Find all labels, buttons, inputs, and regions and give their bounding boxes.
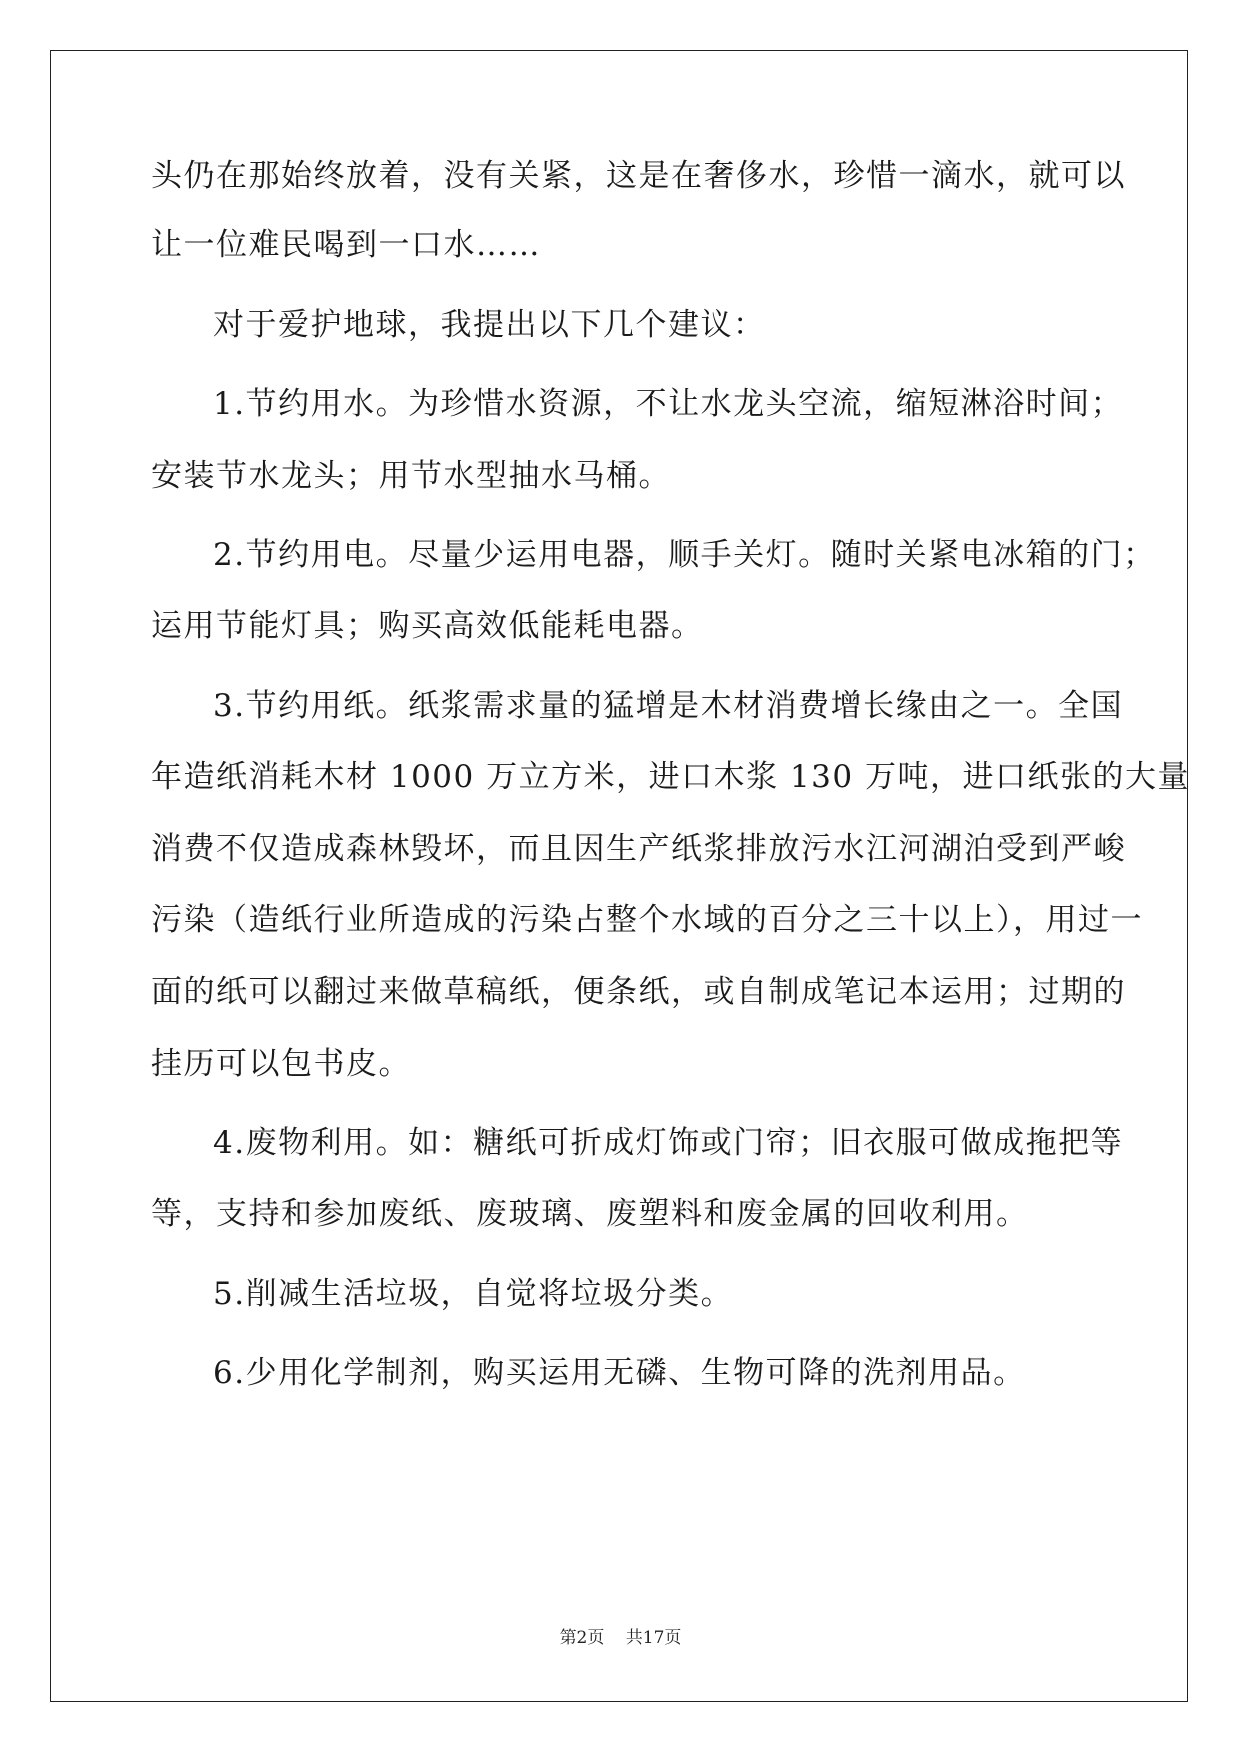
body-line: 安装节水龙头；用节水型抽水马桶。	[151, 458, 671, 494]
body-line: 挂历可以包书皮。	[151, 1046, 411, 1082]
body-line: 1.节约用水。为珍惜水资源，不让水龙头空流，缩短淋浴时间；	[213, 386, 1124, 422]
body-line: 污染（造纸行业所造成的污染占整个水域的百分之三十以上），用过一	[151, 902, 1143, 938]
body-line: 消费不仅造成森林毁坏，而且因生产纸浆排放污水江河湖泊受到严峻	[151, 831, 1126, 867]
page-total: 共17页	[625, 1628, 682, 1648]
body-line: 2.节约用电。尽量少运用电器，顺手关灯。随时关紧电冰箱的门；	[213, 537, 1156, 573]
body-line: 头仍在那始终放着，没有关紧，这是在奢侈水，珍惜一滴水，就可以	[151, 158, 1126, 194]
body-line: 3.节约用纸。纸浆需求量的猛增是木材消费增长缘由之一。全国	[213, 688, 1124, 724]
page-footer	[0, 1626, 1241, 1650]
body-line: 5.削减生活垃圾，自觉将垃圾分类。	[213, 1276, 734, 1312]
body-line: 等，支持和参加废纸、废玻璃、废塑料和废金属的回收利用。	[151, 1196, 1029, 1232]
body-line: 对于爱护地球，我提出以下几个建议：	[213, 307, 766, 343]
body-line: 4.废物利用。如：糖纸可折成灯饰或门帘；旧衣服可做成拖把等	[213, 1125, 1124, 1161]
body-line: 年造纸消耗木材 1000 万立方米，进口木浆 130 万吨，进口纸张的大量	[151, 759, 1190, 795]
body-line: 让一位难民喝到一口水……	[151, 227, 541, 263]
body-line: 6.少用化学制剂，购买运用无磷、生物可降的洗剂用品。	[213, 1355, 1026, 1391]
page-border	[50, 50, 1188, 1702]
body-line: 面的纸可以翻过来做草稿纸，便条纸，或自制成笔记本运用；过期的	[151, 974, 1126, 1010]
body-line: 运用节能灯具；购买高效低能耗电器。	[151, 608, 704, 644]
page-number: 第2页	[559, 1628, 605, 1648]
